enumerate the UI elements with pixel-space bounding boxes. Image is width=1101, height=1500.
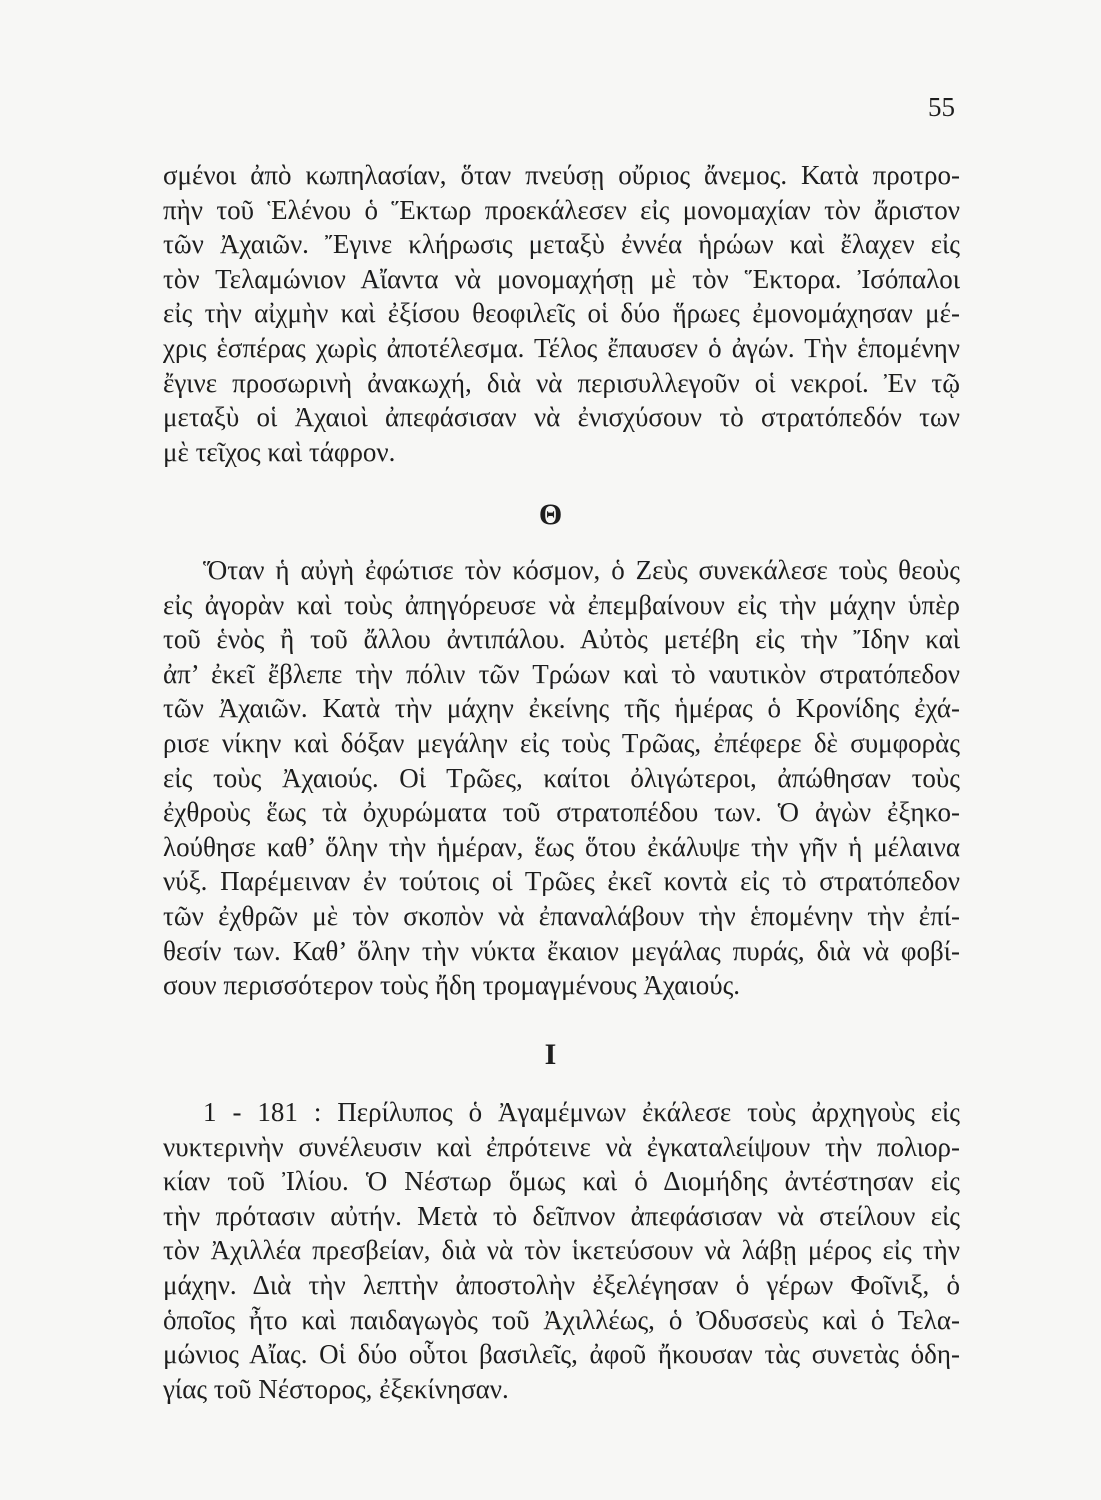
text-line: μώνιος Αἴας. Οἱ δύο οὗτοι βασιλεῖς, ἀφοῦ ἤκουσαν τὰς συνετὰς ὁδη- [163,1339,960,1370]
text-line: νύξ. Παρέμειναν ἐν τούτοις οἱ Τρῶες ἐκεῖ κοντὰ εἰς τὸ στρατόπεδον [163,866,960,897]
page-number: 55 [928,92,955,122]
section-heading-iota: Ι [544,1038,557,1071]
paragraph-continuation [163,158,960,469]
text-line: τῶν Ἀχαιῶν. Κατὰ τὴν μάχην ἐκείνης τῆς ἡμέρας ὁ Κρονίδης ἐχά- [163,693,960,724]
text-line: ἐχθροὺς ἕως τὰ ὀχυρώματα τοῦ στρατοπέδου των. Ὁ ἀγὼν ἐξηκο- [163,797,960,828]
text-line: λούθησε καθ’ ὅλην τὴν ἡμέραν, ἕως ὅτου ἐκάλυψε τὴν γῆν ἡ μέλαινα [163,831,960,862]
text-line: σουν περισσότερον τοὺς ἤδη τρομαγμένους Ἀχαιούς. [163,970,741,1001]
text-line: χρις ἑσπέρας χωρὶς ἀποτέλεσμα. Τέλος ἔπαυσεν ὁ ἀγών. Τὴν ἑπομένην [163,332,960,363]
text-line: Ὅταν ἡ αὐγὴ ἐφώτισε τὸν κόσμον, ὁ Ζεὺς συνεκάλεσε τοὺς θεοὺς [203,555,960,585]
text-line: εἰς τοὺς Ἀχαιούς. Οἱ Τρῶες, καίτοι ὀλιγώτεροι, ἀπώθησαν τοὺς [163,762,960,793]
text-line: τὸν Τελαμώνιον Αἴαντα νὰ μονομαχήσῃ μὲ τὸν Ἕκτορα. Ἰσόπαλοι [163,263,960,294]
text-line: ἀπ’ ἐκεῖ ἔβλεπε τὴν πόλιν τῶν Τρώων καὶ τὸ ναυτικὸν στρατόπεδον [163,658,960,689]
text-line: μὲ τεῖχος καὶ τάφρον. [163,436,396,467]
text-line: κίαν τοῦ Ἰλίου. Ὁ Νέστωρ ὅμως καὶ ὁ Διομήδης ἀντέστησαν εἰς [163,1166,960,1197]
text-line: ρισε νίκην καὶ δόξαν μεγάλην εἰς τοὺς Τρῶας, ἐπέφερε δὲ συμφορὰς [163,727,960,758]
text-line: θεσίν των. Καθ’ ὅλην τὴν νύκτα ἔκαιον μεγάλας πυράς, διὰ νὰ φοβί- [163,935,960,966]
text-line: τοῦ ἑνὸς ἢ τοῦ ἄλλου ἀντιπάλου. Αὐτὸς μετέβη εἰς τὴν Ἴδην καὶ [163,624,960,655]
paragraph-book-iota [163,1095,960,1406]
text-line: μάχην. Διὰ τὴν λεπτὴν ἀποστολὴν ἐξελέγησαν ὁ γέρων Φοῖνιξ, ὁ [163,1269,960,1300]
paragraph-book-theta [163,553,960,1003]
text-line: τῶν Ἀχαιῶν. Ἔγινε κλήρωσις μεταξὺ ἐννέα ἡρώων καὶ ἔλαχεν εἰς [163,229,960,260]
section-heading-theta: Θ [538,498,563,531]
text-line: σμένοι ἀπὸ κωπηλασίαν, ὅταν πνεύσῃ οὔριος ἄνεμος. Κατὰ προτρο- [163,160,960,190]
text-line: 1 - 181 : Περίλυπος ὁ Ἀγαμέμνων ἐκάλεσε τοὺς ἀρχηγοὺς εἰς [203,1097,960,1127]
text-line: ἔγινε προσωρινὴ ἀνακωχή, διὰ νὰ περισυλλεγοῦν οἱ νεκροί. Ἐν τῷ [163,367,960,398]
text-line: εἰς τὴν αἰχμὴν καὶ ἐξίσου θεοφιλεῖς οἱ δύο ἥρωες ἐμονομάχησαν μέ- [163,298,960,329]
text-line: μεταξὺ οἱ Ἀχαιοὶ ἀπεφάσισαν νὰ ἐνισχύσουν τὸ στρατόπεδόν των [163,402,960,433]
text-line: τὴν πρότασιν αὐτήν. Μετὰ τὸ δεῖπνον ἀπεφάσισαν νὰ στείλουν εἰς [163,1200,960,1231]
text-line: εἰς ἀγορὰν καὶ τοὺς ἀπηγόρευσε νὰ ἐπεμβαίνουν εἰς τὴν μάχην ὑπὲρ [163,589,960,620]
text-line: ὁποῖος ἦτο καὶ παιδαγωγὸς τοῦ Ἀχιλλέως, ὁ Ὀδυσσεὺς καὶ ὁ Τελα- [163,1304,960,1335]
text-line: πὴν τοῦ Ἑλένου ὁ Ἕκτωρ προεκάλεσεν εἰς μονομαχίαν τὸν ἄριστον [163,194,960,225]
text-line: τῶν ἐχθρῶν μὲ τὸν σκοπὸν νὰ ἐπαναλάβουν τὴν ἑπομένην τὴν ἐπί- [163,900,960,931]
text-line: νυκτερινὴν συνέλευσιν καὶ ἐπρότεινε νὰ ἐγκαταλείψουν τὴν πολιορ- [163,1131,960,1162]
text-line: τὸν Ἀχιλλέα πρεσβείαν, διὰ νὰ τὸν ἱκετεύσουν νὰ λάβῃ μέρος εἰς τὴν [163,1235,960,1266]
text-line: γίας τοῦ Νέστορος, ἐξεκίνησαν. [163,1373,509,1404]
